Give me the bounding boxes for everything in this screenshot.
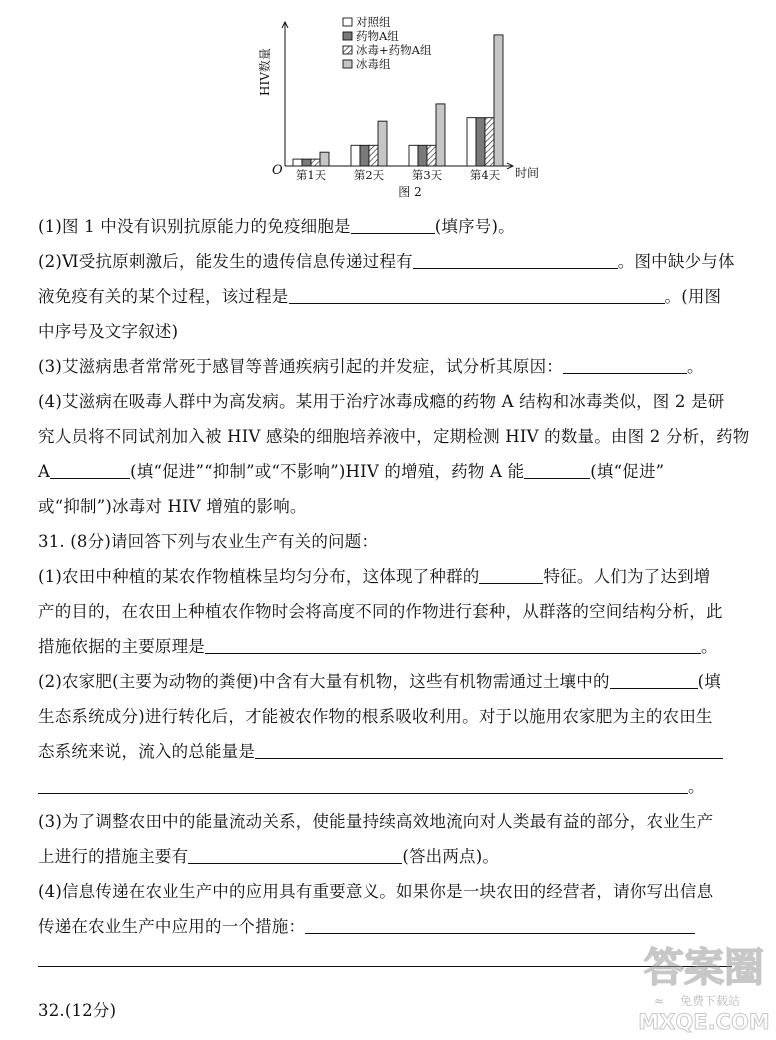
- q31-p1-text5: 。: [701, 637, 718, 656]
- chart-caption: 图 2: [398, 185, 422, 199]
- q30-p2-blank2[interactable]: [289, 287, 665, 304]
- bar-3-1: [409, 145, 418, 166]
- q31-part1-line3: [38, 636, 770, 658]
- q30-p3-text: (3)艾滋病患者常常死于感冒等普通疾病引起的并发症，试分析其原因：: [38, 357, 563, 376]
- q30-part2-line2: [38, 286, 770, 308]
- q30-p1-blank[interactable]: [351, 217, 435, 234]
- legend-swatch: [343, 46, 352, 54]
- bar-2-2: [360, 145, 369, 166]
- q30-p2-text2: 。图中缺少与体: [617, 252, 735, 271]
- q31-p3-text3: (答出两点)。: [402, 847, 500, 866]
- x-tick-label: 第4天: [469, 168, 501, 182]
- q31-p1-text4: 措施依据的主要原理是: [38, 637, 205, 656]
- q30-part4-line2: [38, 426, 770, 448]
- q30-p2-text5: 中序号及文字叙述): [38, 322, 179, 341]
- q30-p4-text5: (填“促进”: [590, 462, 665, 481]
- q32-heading-text: 32.(12分): [38, 1001, 117, 1020]
- q30-part4-line3: [38, 461, 770, 483]
- q31-p2-blank2[interactable]: [255, 742, 723, 759]
- q31-p3-blank[interactable]: [188, 847, 402, 864]
- q31-part3-line2: [38, 846, 770, 868]
- bar-3-4: [436, 104, 445, 166]
- x-tick-label: 第1天: [295, 168, 327, 182]
- q30-part2-line1: [38, 251, 770, 273]
- q31-part2-line4: [38, 776, 770, 798]
- q30-p4-text2: 究人员将不同试剂加入被 HIV 感染的细胞培养液中，定期检测 HIV 的数量。由图 2 分析，药物: [38, 427, 750, 446]
- q31-p3-text1: (3)为了调整农田中的能量流动关系，使能量持续高效地流向对人类最有益的部分，农业生产: [38, 812, 714, 831]
- q30-part3: [38, 356, 770, 378]
- q31-p3-text2: 上进行的措施主要有: [38, 847, 189, 866]
- q30-p3-blank[interactable]: [563, 357, 687, 374]
- q30-p2-text3: 液免疫有关的某个过程，该过程是: [38, 287, 289, 306]
- x-tick-label: 第3天: [411, 168, 443, 182]
- q31-p1-text1: (1)农田中种植的某农作物植株呈均匀分布，这体现了种群的: [38, 567, 480, 586]
- bar-2-1: [351, 145, 360, 166]
- q30-part4-line4: [38, 496, 770, 518]
- legend-label: 对照组: [356, 15, 391, 29]
- watermark-small-text: 免费下载站: [679, 994, 741, 1008]
- bar-2-3: [369, 145, 378, 166]
- q30-p4-text4: (填“促进”“抑制”或“不影响”)HIV 的增殖，药物 A 能: [130, 462, 525, 481]
- q31-p4-text1: (4)信息传递在农业生产中的应用具有重要意义。如果你是一块农田的经营者，请你写出信息: [38, 882, 714, 901]
- q31-p2-blank1[interactable]: [610, 672, 698, 689]
- legend-swatch: [343, 18, 352, 26]
- q31-heading: [38, 531, 770, 553]
- q30-p4-blank1[interactable]: [50, 462, 130, 479]
- legend-label: 药物A组: [356, 29, 399, 43]
- chart-xlabel: 时间: [515, 166, 540, 180]
- q31-p2-text3: 生态系统成分)进行转化后，才能被农作物的根系吸收利用。对于以施用农家肥为主的农田生: [38, 707, 713, 726]
- bar-1-4: [320, 152, 329, 166]
- q31-p1-text2: 特征。人们为了达到增: [543, 567, 711, 586]
- q31-p2-text2: (填: [697, 672, 721, 691]
- q31-part1-line1: [38, 566, 770, 588]
- bar-4-2: [476, 118, 485, 166]
- q31-p1-blank1[interactable]: [479, 567, 543, 584]
- q30-p4-blank2[interactable]: [524, 462, 590, 479]
- q30-p2-blank1[interactable]: [413, 252, 618, 269]
- bar-4-1: [467, 118, 476, 166]
- watermark-swoosh-icon: ≈: [654, 994, 665, 1008]
- q31-p4-text2: 传递在农业生产中应用的一个措施：: [38, 917, 306, 936]
- watermark-big-text: 答案圈: [644, 945, 764, 991]
- bar-2-4: [378, 121, 387, 166]
- q31-p4-blank1[interactable]: [305, 917, 695, 934]
- q31-part2-line1: [38, 671, 770, 693]
- q31-p1-blank2[interactable]: [205, 637, 701, 654]
- legend-label: 冰毒组: [356, 57, 391, 71]
- chart-ylabel: HIV数量: [258, 48, 272, 96]
- q31-p2-text4: 态系统来说，流入的总能量是: [38, 742, 256, 761]
- x-tick-label: 第2天: [353, 168, 385, 182]
- bar-4-4: [494, 35, 503, 166]
- q30-p4-text3: A: [38, 462, 51, 481]
- q30-part1: [38, 216, 770, 238]
- figure-2-bar-chart: [255, 10, 555, 206]
- bar-3-2: [418, 145, 427, 166]
- chart-origin: O: [272, 163, 283, 178]
- q31-heading-text: 31. (8分)请回答下列与农业生产有关的问题：: [38, 532, 379, 551]
- q30-p2-text: (2)Ⅵ受抗原刺激后，能发生的遗传信息传递过程有: [38, 252, 413, 271]
- q30-p2-text4: 。(用图: [664, 287, 722, 306]
- q31-p2-text5: 。: [688, 777, 705, 796]
- q30-part4-line1: [38, 391, 770, 413]
- q30-p1-text: (1)图 1 中没有识别抗原能力的免疫细胞是: [38, 217, 351, 236]
- q30-part2-line3: [38, 321, 770, 343]
- q31-part4-line1: [38, 881, 770, 903]
- q31-part3-line1: [38, 811, 770, 833]
- q31-part2-line2: [38, 706, 770, 728]
- bar-4-3: [485, 118, 494, 166]
- q31-p2-blank3[interactable]: [38, 777, 688, 794]
- q31-part2-line3: [38, 741, 770, 763]
- legend-swatch: [343, 60, 352, 68]
- legend-swatch: [343, 32, 352, 40]
- legend-label: 冰毒+药物A组: [356, 43, 432, 57]
- q30-p3-suffix: 。: [686, 357, 704, 376]
- q31-p4-answer-rule[interactable]: [38, 966, 732, 967]
- q31-p2-text1: (2)农家肥(主要为动物的粪便)中含有大量有机物，这些有机物需通过土壤中的: [38, 672, 610, 691]
- watermark-logo: [636, 935, 772, 1035]
- bar-3-3: [427, 145, 436, 166]
- bar-1-2: [302, 159, 311, 166]
- bar-1-3: [311, 159, 320, 166]
- q30-p4-text6: 或“抑制”)冰毒对 HIV 增殖的影响。: [38, 497, 307, 516]
- q31-part1-line2: [38, 601, 770, 623]
- bar-1-1: [293, 159, 302, 166]
- watermark-url-text: MXQE.COM: [638, 1010, 770, 1034]
- q30-p1-suffix: (填序号)。: [434, 217, 515, 236]
- q31-p1-text3: 产的目的，在农田上种植农作物时会将高度不同的作物进行套种，从群落的空间结构分析，此: [38, 602, 723, 621]
- q30-p4-text1: (4)艾滋病在吸毒人群中为高发病。某用于治疗冰毒成瘾的药物 A 结构和冰毒类似，图 2 是研: [38, 392, 725, 411]
